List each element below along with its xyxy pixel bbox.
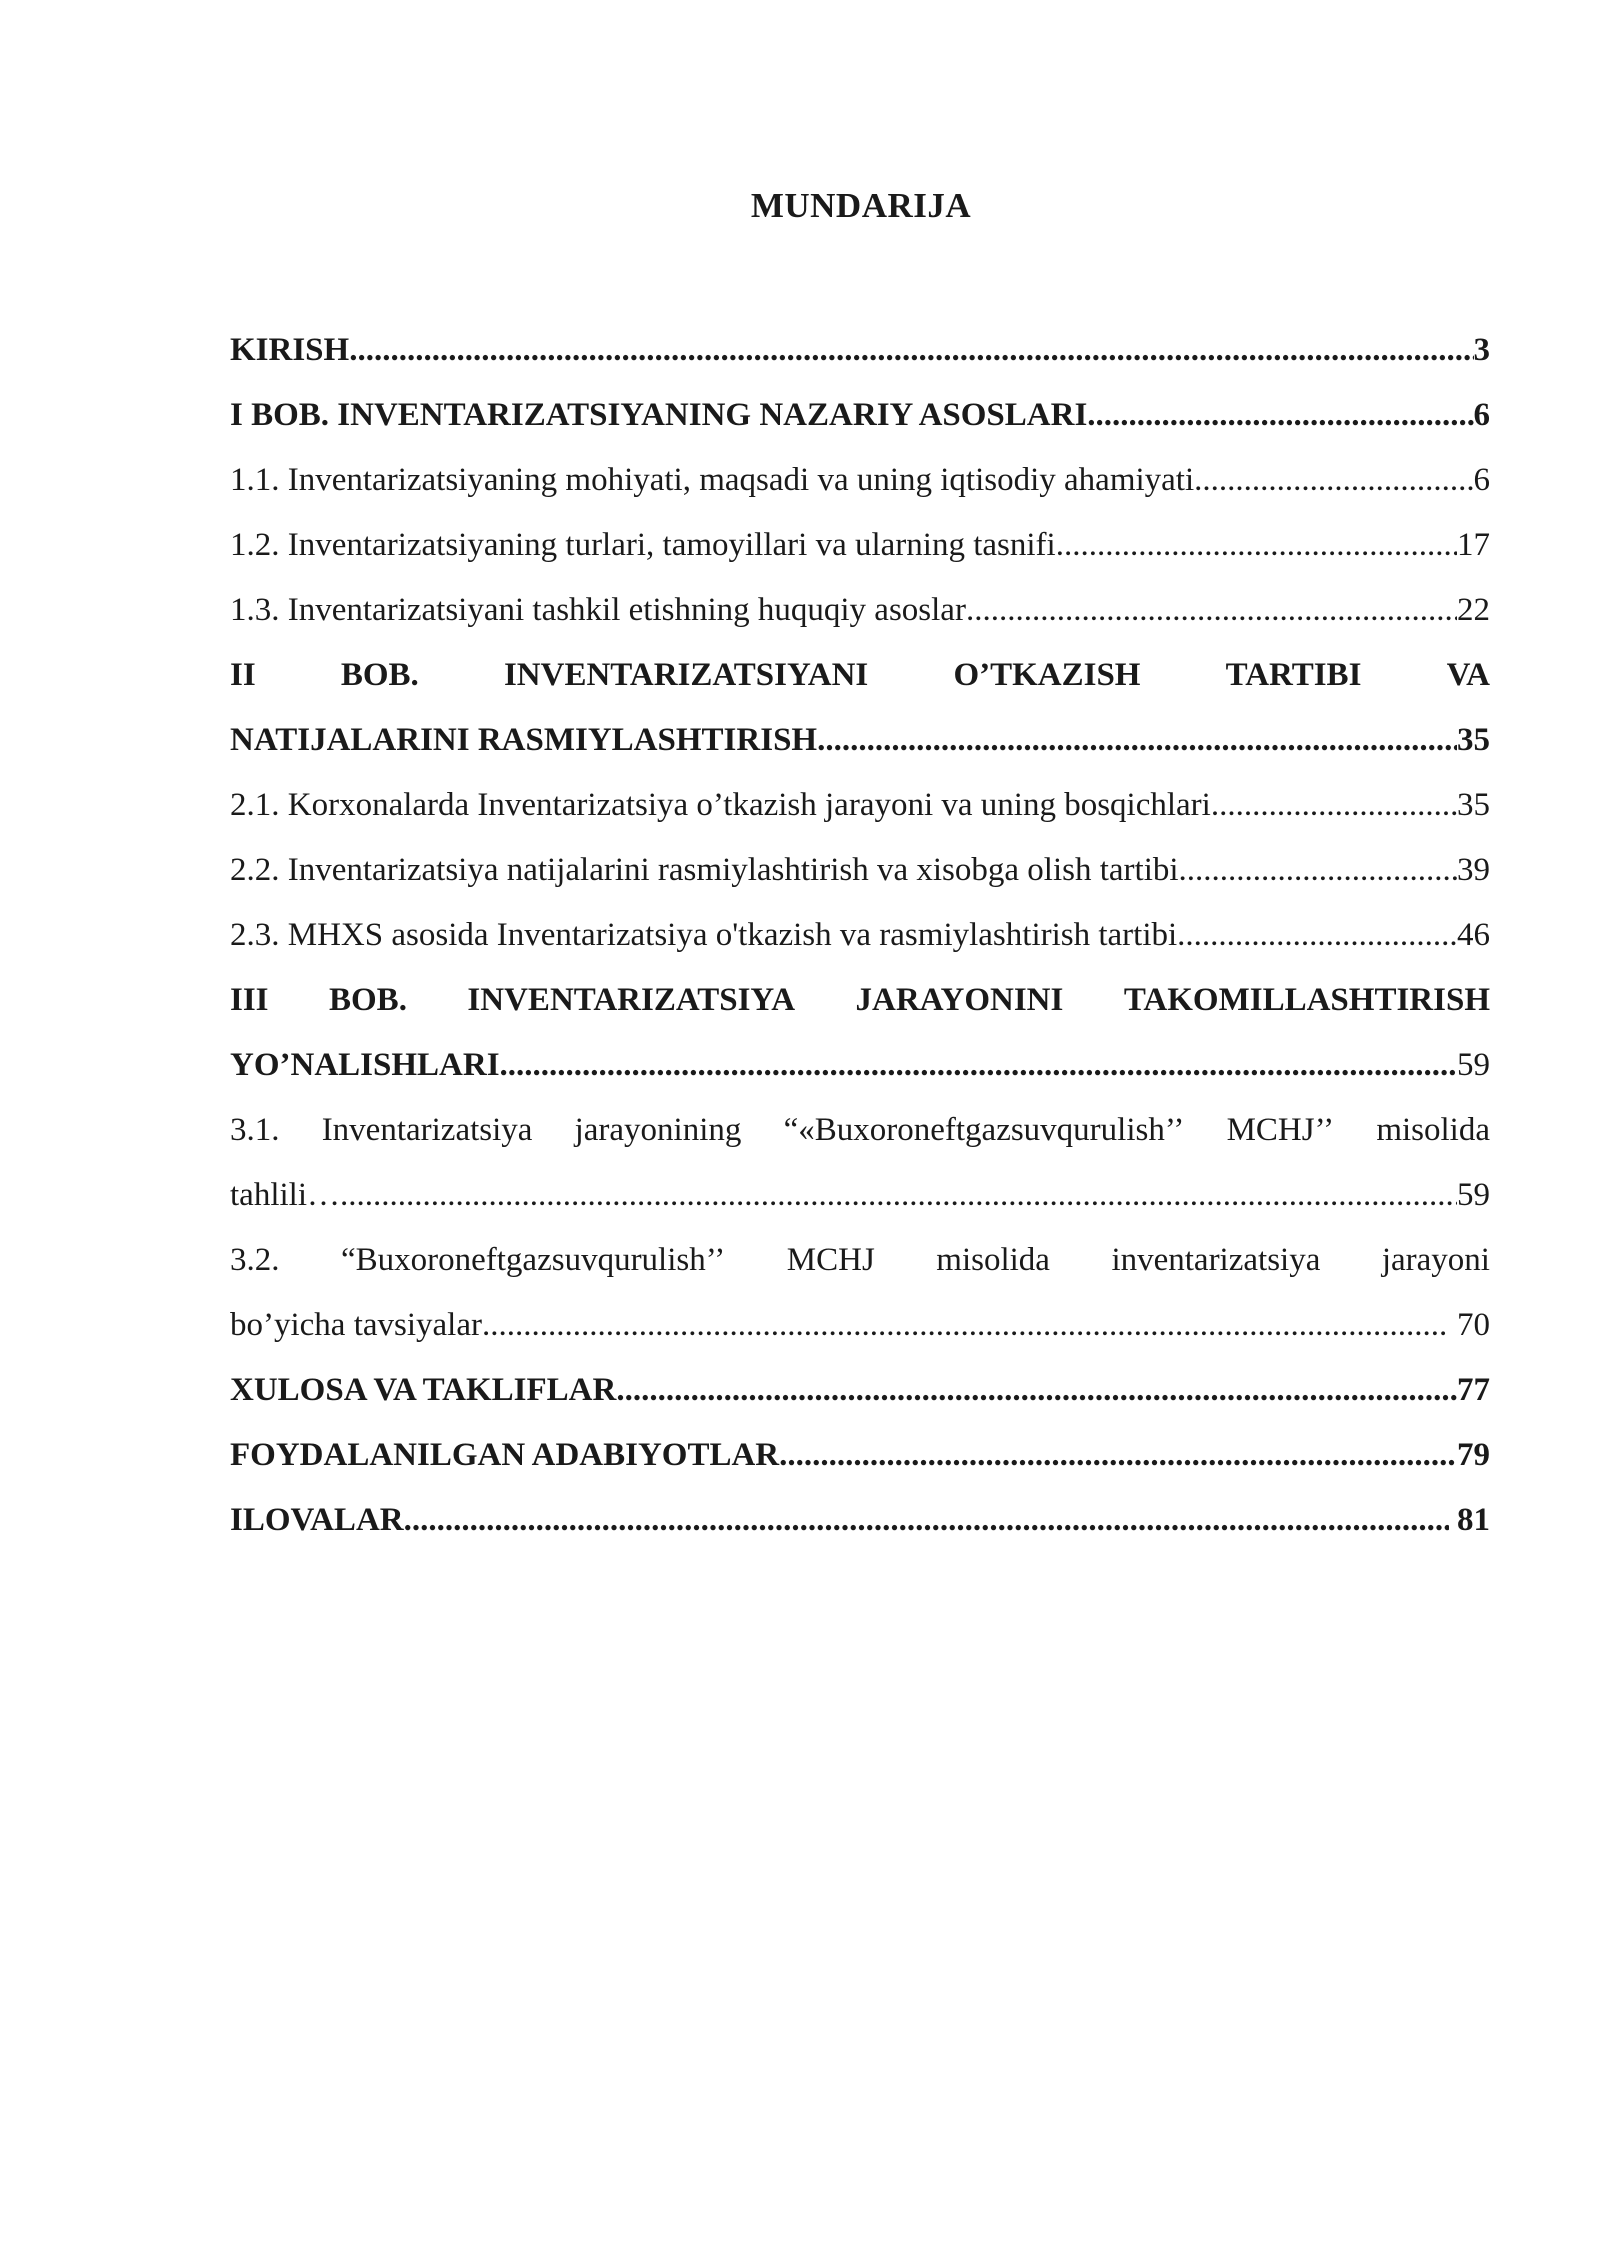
toc-entry xyxy=(230,584,1490,636)
toc-entry-text: 2.2. Inventarizatsiya natijalarini rasmiylashtirish va xisobga olish tartibi xyxy=(230,852,1179,888)
dot-leader xyxy=(340,1169,1457,1221)
toc-page-number: 59 xyxy=(1457,1047,1490,1083)
toc-entry xyxy=(230,1299,1490,1351)
toc-entry-text: 1.2. Inventarizatsiyaning turlari, tamoyillari va ularning tasnifi xyxy=(230,527,1056,563)
toc-page-number: 79 xyxy=(1457,1437,1490,1473)
toc-entry-text: ILOVALAR xyxy=(230,1502,404,1538)
toc-word: jarayonining xyxy=(574,1112,742,1148)
toc-word: II xyxy=(230,657,256,693)
toc-line xyxy=(230,1039,1490,1104)
toc-line xyxy=(230,324,1490,389)
toc-page-number: 39 xyxy=(1457,852,1490,888)
dot-leader xyxy=(404,1494,1449,1546)
toc-word: Inventarizatsiya xyxy=(321,1112,533,1148)
table-of-contents xyxy=(230,324,1490,1559)
toc-line xyxy=(230,974,1490,1039)
toc-word: MCHJ’’ xyxy=(1226,1112,1335,1148)
toc-entry xyxy=(230,714,1490,766)
toc-line xyxy=(230,1169,1490,1234)
toc-page-number: 17 xyxy=(1457,527,1490,563)
toc-word: III xyxy=(230,982,269,1018)
toc-page-number: 70 xyxy=(1448,1307,1490,1343)
dot-leader xyxy=(966,584,1457,636)
toc-page-number: 59 xyxy=(1457,1177,1490,1213)
dot-leader xyxy=(817,714,1457,766)
toc-entry-text: tahlili… xyxy=(230,1177,340,1213)
dot-leader xyxy=(1179,844,1457,896)
toc-line xyxy=(230,1104,1490,1169)
toc-entry-text: FOYDALANILGAN ADABIYOTLAR xyxy=(230,1437,780,1473)
toc-word: INVENTARIZATSIYANI xyxy=(503,657,869,693)
toc-line xyxy=(230,389,1490,454)
toc-entry xyxy=(230,844,1490,896)
toc-entry xyxy=(230,519,1490,571)
dot-leader xyxy=(779,1429,1457,1481)
toc-line xyxy=(230,909,1490,974)
toc-word: VA xyxy=(1446,657,1490,693)
dot-leader xyxy=(616,1364,1457,1416)
toc-entry xyxy=(230,1364,1490,1416)
toc-page-number: 6 xyxy=(1473,462,1490,498)
toc-justified-row xyxy=(230,974,1490,1026)
toc-line xyxy=(230,1364,1490,1429)
toc-line xyxy=(230,1494,1490,1559)
toc-page-number: 35 xyxy=(1457,722,1490,758)
toc-entry-text: I BOB. INVENTARIZATSIYANING NAZARIY ASOSLARI xyxy=(230,397,1088,433)
toc-line xyxy=(230,779,1490,844)
toc-line xyxy=(230,1429,1490,1494)
toc-line xyxy=(230,844,1490,909)
dot-leader xyxy=(1194,454,1473,506)
toc-word: inventarizatsiya xyxy=(1111,1242,1321,1278)
toc-entry xyxy=(230,909,1490,961)
toc-line xyxy=(230,714,1490,779)
toc-word: TAKOMILLASHTIRISH xyxy=(1123,982,1490,1018)
toc-entry-text: KIRISH xyxy=(230,332,350,368)
toc-entry-text: XULOSA VA TAKLIFLAR xyxy=(230,1372,617,1408)
dot-leader xyxy=(1056,519,1457,571)
toc-page-number: 46 xyxy=(1457,917,1490,953)
toc-line xyxy=(230,1234,1490,1299)
toc-line xyxy=(230,584,1490,649)
toc-word: BOB. xyxy=(329,982,407,1018)
toc-entry xyxy=(230,1169,1490,1221)
dot-leader xyxy=(482,1299,1449,1351)
toc-word: MCHJ xyxy=(786,1242,875,1278)
toc-word: O’TKAZISH xyxy=(953,657,1141,693)
toc-word: “«Buxoroneftgazsuvqurulish’’ xyxy=(783,1112,1185,1148)
toc-word: BOB. xyxy=(340,657,419,693)
toc-entry-text: 2.3. MHXS asosida Inventarizatsiya o'tkazish va rasmiylashtirish tartibi xyxy=(230,917,1178,953)
toc-page-number: 35 xyxy=(1457,787,1490,823)
dot-leader xyxy=(1211,779,1457,831)
toc-justified-row xyxy=(230,649,1490,701)
toc-entry xyxy=(230,1039,1490,1091)
toc-page-number: 77 xyxy=(1457,1372,1490,1408)
toc-word: misolida xyxy=(936,1242,1050,1278)
page-title: MUNDARIJA xyxy=(750,186,972,225)
toc-word: 3.2. xyxy=(230,1242,280,1278)
toc-entry-text: YO’NALISHLARI xyxy=(230,1047,500,1083)
toc-word: 3.1. xyxy=(230,1112,280,1148)
dot-leader xyxy=(1177,909,1457,961)
toc-line xyxy=(230,649,1490,714)
toc-line xyxy=(230,454,1490,519)
toc-entry-text: 2.1. Korxonalarda Inventarizatsiya o’tkazish jarayoni va uning bosqichlari xyxy=(230,787,1211,823)
toc-page-number: 3 xyxy=(1473,332,1490,368)
toc-word: JARAYONINI xyxy=(855,982,1064,1018)
toc-entry-text: NATIJALARINI RASMIYLASHTIRISH xyxy=(230,722,818,758)
toc-line xyxy=(230,1299,1490,1364)
toc-entry xyxy=(230,324,1490,376)
toc-entry-text: bo’yicha tavsiyalar xyxy=(230,1307,482,1343)
dot-leader xyxy=(500,1039,1457,1091)
toc-justified-row xyxy=(230,1234,1490,1286)
dot-leader xyxy=(349,324,1473,376)
toc-word: misolida xyxy=(1376,1112,1490,1148)
toc-page-number: 81 xyxy=(1448,1502,1490,1538)
toc-line xyxy=(230,519,1490,584)
toc-entry xyxy=(230,454,1490,506)
toc-entry-text: 1.3. Inventarizatsiyani tashkil etishning huquqiy asoslar xyxy=(230,592,966,628)
toc-page-number: 22 xyxy=(1457,592,1490,628)
toc-entry xyxy=(230,779,1490,831)
toc-entry xyxy=(230,389,1490,441)
toc-word: INVENTARIZATSIYA xyxy=(467,982,796,1018)
toc-entry xyxy=(230,1494,1490,1546)
dot-leader xyxy=(1087,389,1473,441)
toc-entry-text: 1.1. Inventarizatsiyaning mohiyati, maqsadi va uning iqtisodiy ahamiyati xyxy=(230,462,1195,498)
toc-word: TARTIBI xyxy=(1225,657,1362,693)
toc-word: “Buxoroneftgazsuvqurulish’’ xyxy=(340,1242,726,1278)
toc-page-number: 6 xyxy=(1473,397,1490,433)
toc-entry xyxy=(230,1429,1490,1481)
toc-justified-row xyxy=(230,1104,1490,1156)
toc-word: jarayoni xyxy=(1381,1242,1490,1278)
